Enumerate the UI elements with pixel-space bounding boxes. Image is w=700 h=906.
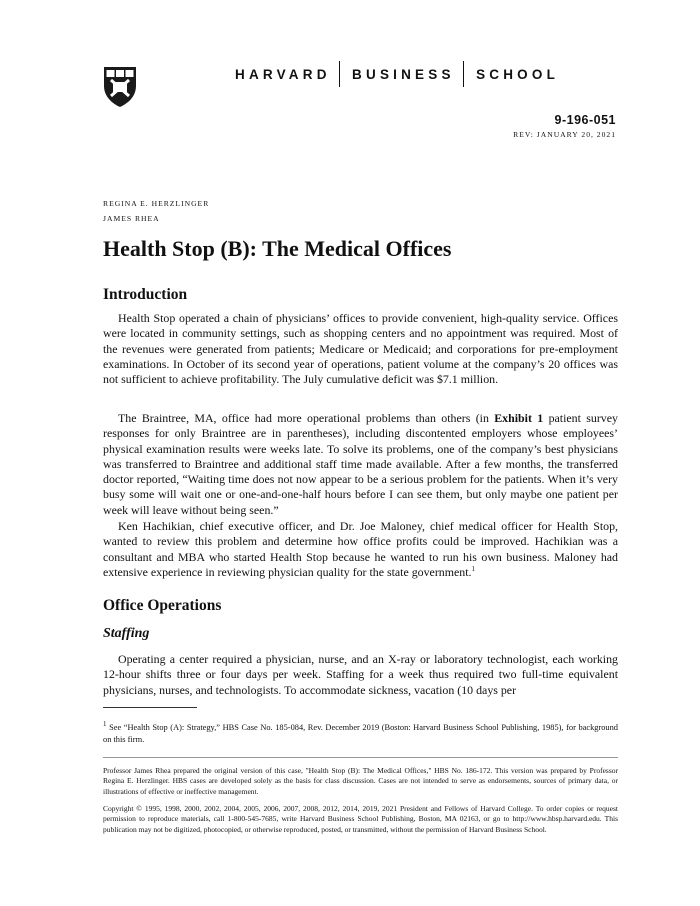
- footnote-divider: [103, 707, 197, 708]
- revision-date: REV: JANUARY 20, 2021: [513, 130, 616, 139]
- author-2: JAMES RHEA: [103, 214, 160, 223]
- intro-paragraph-2: [103, 411, 618, 518]
- footnote-number: 1: [103, 720, 107, 729]
- section-heading-office-operations: Office Operations: [103, 597, 222, 614]
- brand-divider: [463, 61, 464, 87]
- harvard-business-school-wordmark: [235, 60, 619, 88]
- brand-word-harvard: HARVARD: [235, 66, 331, 82]
- staffing-paragraph-1: Operating a center required a physician, nurse, and an X-ray or laboratory technologist, each working 12-hour shifts three or four days per week. Staffing for a week thus required two full-time equivalent physicians, nurses, and technologists. To accommodate sickness, vacation (10 days per: [103, 652, 618, 697]
- author-1: REGINA E. HERZLINGER: [103, 199, 210, 208]
- brand-word-business: BUSINESS: [352, 66, 455, 82]
- notice-divider: [103, 757, 618, 758]
- case-number: 9-196-051: [554, 113, 616, 127]
- intro-paragraph-3: [103, 519, 618, 580]
- footnote-1: [103, 722, 618, 745]
- brand-word-school: SCHOOL: [476, 66, 560, 82]
- preparation-notice: Professor James Rhea prepared the original version of this case, "Health Stop (B): The Medical Offices," HBS No. 186-172. This version was prepared by Professor Regina E. Herzlinger. HBS cases are developed solely as the basis for class discussion. Cases are not intended to serve as endorsements, sources of primary data, or illustrations of effective or ineffective management.: [103, 766, 618, 796]
- exhibit-reference: Exhibit 1: [494, 411, 544, 425]
- intro-p3-text: Ken Hachikian, chief executive officer, and Dr. Joe Maloney, chief medical officer for Health Stop, wanted to review this problem and determine how office profits could be improved. Hachikian was a consultant and MBA who started Health Stop because he wanted to run his own business. Maloney had extensive experience in reviewing physician quality for the state government.: [103, 519, 618, 579]
- harvard-veritas-shield-icon: [103, 66, 137, 108]
- case-title: Health Stop (B): The Medical Offices: [103, 236, 452, 261]
- subsection-heading-staffing: Staffing: [103, 626, 150, 641]
- intro-p2-text-a: The Braintree, MA, office had more operational problems than others (in: [118, 411, 495, 425]
- copyright-notice: Copyright © 1995, 1998, 2000, 2002, 2004, 2005, 2006, 2007, 2008, 2012, 2014, 2019, 2021 President and Fellows of Harvard College. To order copies or request permission to reproduce materials, call 1-800-545-7685, write Harvard Business School Publishing, Boston, MA 02163, or go to http://www.hbsp.harvard.edu. This publication may not be digitized, photocopied, or otherwise reproduced, posted, or transmitted, without the permission of Harvard Business School.: [103, 804, 618, 834]
- footnote-text: See “Health Stop (A): Strategy,” HBS Case No. 185-084, Rev. December 2019 (Boston: Harvard Business School Publishing, 1985), for background on this firm.: [103, 723, 618, 744]
- intro-p2-text-b: patient survey responses for only Braintree are in parentheses), including discontented employers whose employees’ physical examination results were weeks late. To solve its problems, one of the company’s best physicians was transferred to Braintree and additional staff time made available. After a few months, the transferred doctor reported, “Waiting time does not now appear to be a serious problem for the patients. When it’s very busy some will wait one or one-and-one-half hours before I can see them, but only maybe one patient per week will leave without being seen.”: [103, 411, 618, 517]
- brand-divider: [339, 61, 340, 87]
- section-heading-introduction: Introduction: [103, 286, 188, 303]
- footnote-ref: 1: [471, 564, 475, 573]
- intro-paragraph-1: Health Stop operated a chain of physicians’ offices to provide convenient, high-quality service. Offices were located in community settings, such as shopping centers and no appointment was required. Most of the revenues were generated from patients; Medicare or Medicaid; and corporations for pre-employment examinations. In October of its second year of operations, patient volume at the company’s 20 offices was not sufficient to achieve profitability. The July cumulative deficit was $7.1 million.: [103, 311, 618, 387]
